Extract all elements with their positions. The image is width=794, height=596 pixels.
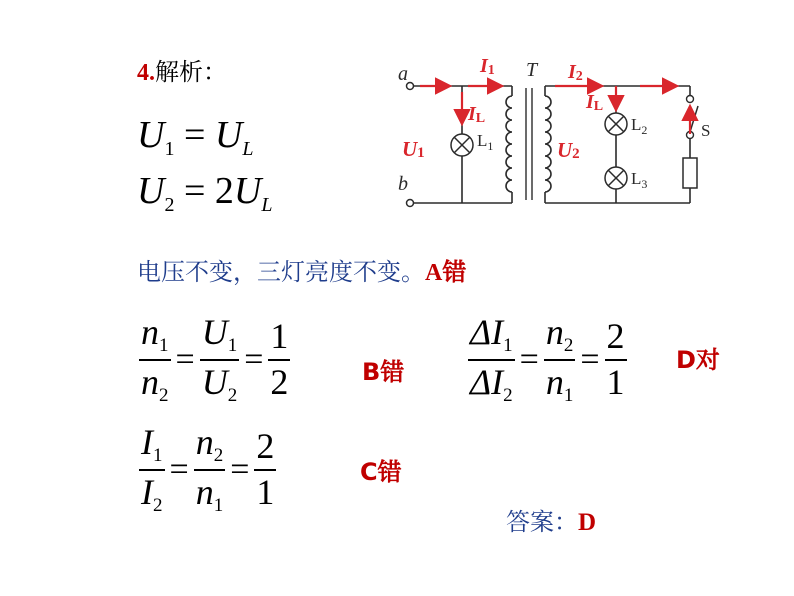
title-text: 解析： [155, 58, 227, 86]
switch-s [690, 106, 698, 132]
label-u2: U2 [557, 138, 580, 162]
label-i2: I2 [568, 61, 583, 84]
label-a: a [398, 63, 408, 85]
label-t: T [526, 59, 538, 81]
lamp-l1 [451, 134, 473, 156]
section-title [137, 52, 227, 87]
problem-number: 4. [137, 60, 155, 86]
terminal-b [407, 200, 414, 207]
label-b: b [398, 173, 408, 195]
equation-ratio-b: $\frac{n_1}{n_2}$ = $\frac{U_1}{U_2}$ = $\frac{1}{2}$ [141, 312, 289, 406]
label-i1: I1 [480, 55, 495, 78]
equation-ratio-d: $\frac{\Delta I_1}{\Delta I_2}$ = $\frac{n_2}{n_1}$ = $\frac{2}{1}$ [470, 312, 625, 406]
label-l3: $L_3$ [631, 169, 648, 191]
verdict-a: A错 [425, 260, 467, 286]
label-l2: $L_2$ [631, 115, 648, 137]
answer-label: 答案： [506, 508, 578, 536]
lamp-l2 [605, 113, 627, 135]
label-u1: U1 [402, 137, 425, 161]
equation-ratio-c: $\frac{I_1}{I_2}$ = $\frac{n_2}{n_1}$ = $\frac{2}{1}$ [141, 422, 275, 516]
label-il-primary: IL [468, 103, 486, 126]
verdict-b: B错 [362, 358, 405, 386]
secondary-coil [545, 96, 551, 192]
answer [506, 502, 596, 537]
equation-u2: $U_2 = 2U_L$ [137, 170, 273, 216]
switch-contact-top [687, 96, 694, 103]
resistor [683, 158, 697, 188]
label-l1: $L_1$ [477, 131, 494, 153]
verdict-d: D对 [676, 346, 720, 374]
verdict-c: C错 [360, 458, 402, 486]
transformer-circuit-diagram [390, 50, 720, 215]
lamp-l3 [605, 167, 627, 189]
label-s: S [701, 121, 711, 140]
answer-value: D [578, 509, 597, 536]
conclusion-a [137, 252, 466, 287]
equation-u1: $U_1 = U_L$ [137, 114, 254, 160]
conclusion-a-text: 电压不变，三灯亮度不变。 [137, 258, 425, 286]
label-il-secondary: IL [586, 91, 604, 114]
primary-coil [506, 96, 512, 192]
